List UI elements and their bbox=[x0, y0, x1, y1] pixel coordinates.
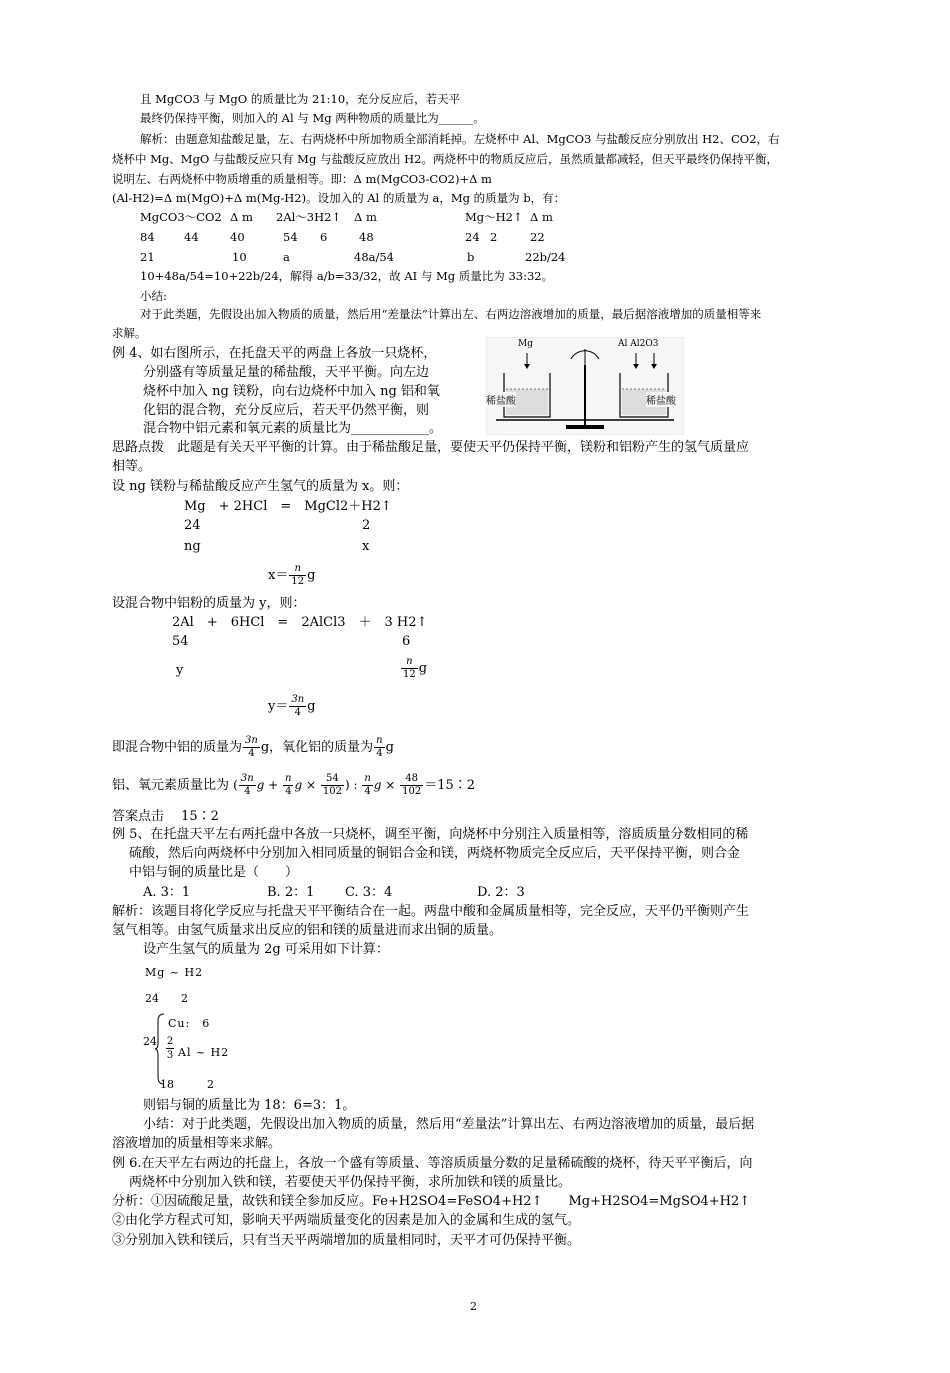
text-line: 氢气相等。由氢气质量求出反应的铝和镁的质量进而求出铜的质量。 bbox=[112, 923, 503, 938]
ratio-result: ＝15∶2 bbox=[424, 778, 476, 793]
text-line: 相等。 bbox=[112, 459, 152, 474]
text-line: 解析：该题目将化学反应与托盘天平平衡结合在一起。两盘中酸和金属质量相等，完全反应，天平仍平衡则产生 bbox=[112, 904, 750, 919]
calc-line: 24 bbox=[143, 1035, 157, 1048]
fig-left-label: Mg bbox=[518, 339, 533, 349]
fig-acid-left: 稀盐酸 bbox=[486, 392, 516, 407]
table-cell: 48a/54 bbox=[354, 250, 394, 264]
text-line: 则铝与铜的质量比为 18：6=3：1。 bbox=[143, 1098, 356, 1113]
text-line: 10+48a/54=10+22b/24，解得 a/b=33/32，故 AI 与 Mg 质量比为 33:32。 bbox=[140, 269, 554, 283]
table-cell: 10 bbox=[232, 250, 247, 264]
text-line: 说明左、右两烧杯中物质增重的质量相等。即：Δ m(MgCO3-CO2)+Δ m bbox=[112, 172, 492, 186]
table-cell: 84 bbox=[140, 230, 155, 244]
text-line: 化铝的混合物，充分反应后，若天平仍然平衡，则 bbox=[143, 403, 430, 418]
example-title: 例 4、如右图所示，在托盘天平的两盘上各放一只烧杯， bbox=[112, 346, 437, 361]
text-line: 分析：①因硫酸足量，故铁和镁全参加反应。Fe+H2SO4=FeSO4+H2↑ Mg+H2SO4=MgSO4+H2↑ bbox=[112, 1194, 751, 1209]
fig-acid-right: 稀盐酸 bbox=[646, 392, 676, 407]
table-cell: Mg～H2↑ bbox=[465, 210, 523, 224]
table-cell: 24 bbox=[465, 230, 480, 244]
eq-value: 6 bbox=[402, 634, 411, 649]
text-line: 最终仍保持平衡，则加入的 Al 与 Mg 两种物质的质量比为______。 bbox=[140, 111, 485, 125]
table-cell: Δ m bbox=[230, 210, 253, 224]
calc-line: 18 2 bbox=[160, 1078, 214, 1091]
eq-value: 2 bbox=[362, 518, 371, 533]
text: g bbox=[385, 740, 394, 755]
table-cell: 54 bbox=[283, 230, 298, 244]
fraction-denominator: 4 bbox=[294, 707, 301, 718]
table-cell: 21 bbox=[140, 250, 155, 264]
x-result bbox=[268, 563, 315, 588]
fig-right-label: Al Al2O3 bbox=[618, 339, 659, 349]
table-cell: 22b/24 bbox=[525, 250, 566, 264]
text: g，氧化铝的质量为 bbox=[260, 740, 374, 755]
eq-value: 24 bbox=[184, 518, 201, 533]
text-line: 硫酸，然后向两烧杯中分别加入相同质量的铜铝合金和镁，两烧杯物质完全反应后，天平保持平衡，则合金 bbox=[129, 846, 741, 861]
table-cell: 22 bbox=[530, 230, 545, 244]
x-label: x＝ bbox=[268, 568, 289, 583]
equation: 2Al + 6HCl = 2AlCl3 ＋ 3 H2↑ bbox=[172, 615, 428, 630]
text-line: 设混合物中铝粉的质量为 y，则： bbox=[112, 596, 306, 611]
fraction bbox=[243, 735, 260, 760]
x-fraction bbox=[289, 563, 306, 588]
fraction-numerator: n bbox=[401, 656, 418, 669]
unit: g bbox=[307, 699, 316, 714]
summary-label: 小结: bbox=[140, 289, 167, 303]
eq-value: y bbox=[176, 663, 184, 678]
text-line: 烧杯中 Mg、MgO 与盐酸反应只有 Mg 与盐酸反应放出 H2。两烧杯中的物质反应后，虽然质量都减轻，但天平最终仍保持平衡， bbox=[112, 152, 778, 166]
eq-fraction bbox=[400, 656, 427, 681]
y-result bbox=[268, 694, 316, 719]
fraction-denominator: 4 bbox=[248, 748, 255, 759]
fraction-denominator: 12 bbox=[403, 669, 416, 680]
eq-value: ng bbox=[184, 539, 201, 554]
text-line: 小结：对于此类题，先假设出加入物质的质量，然后用“差量法”计算出左、右两边溶液增加的质量，最后据 bbox=[143, 1117, 755, 1132]
unit: g bbox=[418, 661, 428, 676]
text-line: 两烧杯中分别加入铁和镁，若要使天平仍保持平衡，求所加铁和镁的质量比。 bbox=[129, 1175, 572, 1190]
text: 铝、氧元素质量比为 bbox=[112, 778, 230, 793]
calc-line: Al ~ H2 bbox=[178, 1046, 230, 1059]
table-cell: 2 bbox=[490, 230, 498, 244]
page-number: 2 bbox=[470, 1300, 477, 1313]
mass-line bbox=[112, 735, 394, 760]
option-c: C. 3：4 bbox=[345, 885, 393, 900]
fraction-numerator: n bbox=[376, 735, 383, 746]
calc-line: 24 2 bbox=[145, 992, 188, 1005]
fraction-numerator: 3n bbox=[245, 735, 258, 746]
fraction-denominator: 12 bbox=[291, 576, 305, 587]
option-a: A. 3：1 bbox=[143, 885, 191, 900]
fraction bbox=[401, 656, 418, 681]
text-line: 思路点拨 此题是有关天平平衡的计算。由于稀盐酸足量，要使天平仍保持平衡，镁粉和铝粉产生的氢气质量应 bbox=[112, 440, 750, 455]
text-line: 设产生氢气的质量为 2g 可采用如下计算： bbox=[143, 942, 389, 957]
eq-value: 54 bbox=[172, 634, 189, 649]
text-line: 对于此类题，先假设出加入物质的质量，然后用“差量法”计算出左、右两边溶液增加的质量，最后据溶液增加的质量相等来 bbox=[140, 307, 762, 321]
fraction-numerator: n bbox=[289, 563, 306, 576]
text-line: ②由化学方程式可知，影响天平两端质量变化的因素是加入的金属和生成的氢气。 bbox=[112, 1213, 581, 1228]
y-fraction bbox=[289, 694, 306, 719]
table-cell: a bbox=[283, 250, 290, 264]
unit: g bbox=[307, 568, 316, 583]
table-cell: 2Al～3H2↑ bbox=[276, 210, 342, 224]
equation: Mg + 2HCl = MgCl2＋H2↑ bbox=[184, 499, 392, 514]
text-line: 中铝与铜的质量比是（ ） bbox=[129, 865, 299, 880]
text-line: ③分别加入铁和镁后，只有当天平两端增加的质量相同时，天平才可仍保持平衡。 bbox=[112, 1233, 581, 1248]
table-cell: 44 bbox=[184, 230, 199, 244]
balance-scale-diagram bbox=[486, 337, 684, 435]
table-cell: Δ m bbox=[530, 210, 553, 224]
example-title: 例 6.在天平左右两边的托盘上，各放一个盛有等质量、等溶质质量分数的足量稀硫酸的烧杯，待天平平衡后，向 bbox=[112, 1156, 753, 1171]
table-cell: 6 bbox=[320, 230, 328, 244]
text-line: 烧杯中加入 ng 镁粉，向右边烧杯中加入 ng 铝和氧 bbox=[143, 384, 440, 399]
text-line: 解析：由题意知盐酸足量，左、右两烧杯中所加物质全部消耗掉。左烧杯中 Al、MgCO3 与盐酸反应分别放出 H2、CO2，右 bbox=[140, 132, 780, 146]
text-line: 混合物中铝元素和氧元素的质量比为____________。 bbox=[143, 421, 443, 436]
eq-value: x bbox=[362, 539, 370, 554]
option-d: D. 2：3 bbox=[477, 885, 525, 900]
answer: 答案点击 15∶2 bbox=[112, 809, 219, 824]
table-cell: 40 bbox=[230, 230, 245, 244]
ratio-expr: ( $\frac{3n}{4}$ g + $\frac{n}{4}$ g × $\frac{54}{102}$ ) : $\frac{n}{4}$ g × $\frac{48}{102}$ bbox=[233, 773, 422, 797]
example-title: 例 5、在托盘天平左右两托盘中各放一只烧杯，调至平衡，向烧杯中分别注入质量相等，溶质质量分数相同的稀 bbox=[112, 827, 749, 842]
brace-icon bbox=[155, 1013, 165, 1085]
y-label: y＝ bbox=[268, 699, 289, 714]
table-cell: MgCO3～CO2 bbox=[140, 210, 222, 224]
calc-line: Mg ~ H2 bbox=[145, 966, 204, 979]
table-cell: b bbox=[467, 250, 475, 264]
table-cell: 48 bbox=[359, 230, 374, 244]
text-line: 分别盛有等质量足量的稀盐酸，天平平衡。向左边 bbox=[143, 365, 430, 380]
fraction-denominator: 4 bbox=[376, 748, 383, 759]
calc-line: Cu: 6 bbox=[168, 1017, 211, 1030]
fraction bbox=[374, 735, 384, 760]
text-line: 设 ng 镁粉与稀盐酸反应产生氢气的质量为 x。则： bbox=[112, 479, 409, 494]
text-line: 溶液增加的质量相等来求解。 bbox=[112, 1136, 282, 1151]
text-line: 且 MgCO3 与 MgO 的质量比为 21:10，充分反应后，若天平 bbox=[140, 92, 461, 106]
text-line: (Al-H2)=Δ m(MgO)+Δ m(Mg-H2)。设加入的 Al 的质量为 a，Mg 的质量为 b，有： bbox=[112, 191, 566, 205]
calc-num: 2 bbox=[166, 1036, 174, 1047]
ratio-line bbox=[112, 773, 475, 798]
text: 即混合物中铝的质量为 bbox=[112, 740, 243, 755]
table-cell: Δ m bbox=[354, 210, 377, 224]
text-line: 求解。 bbox=[112, 326, 147, 340]
balance-figure bbox=[486, 337, 684, 435]
option-b: B. 2：1 bbox=[267, 885, 315, 900]
fraction-numerator: 3n bbox=[291, 694, 305, 705]
calc-den: 3 bbox=[166, 1050, 174, 1061]
